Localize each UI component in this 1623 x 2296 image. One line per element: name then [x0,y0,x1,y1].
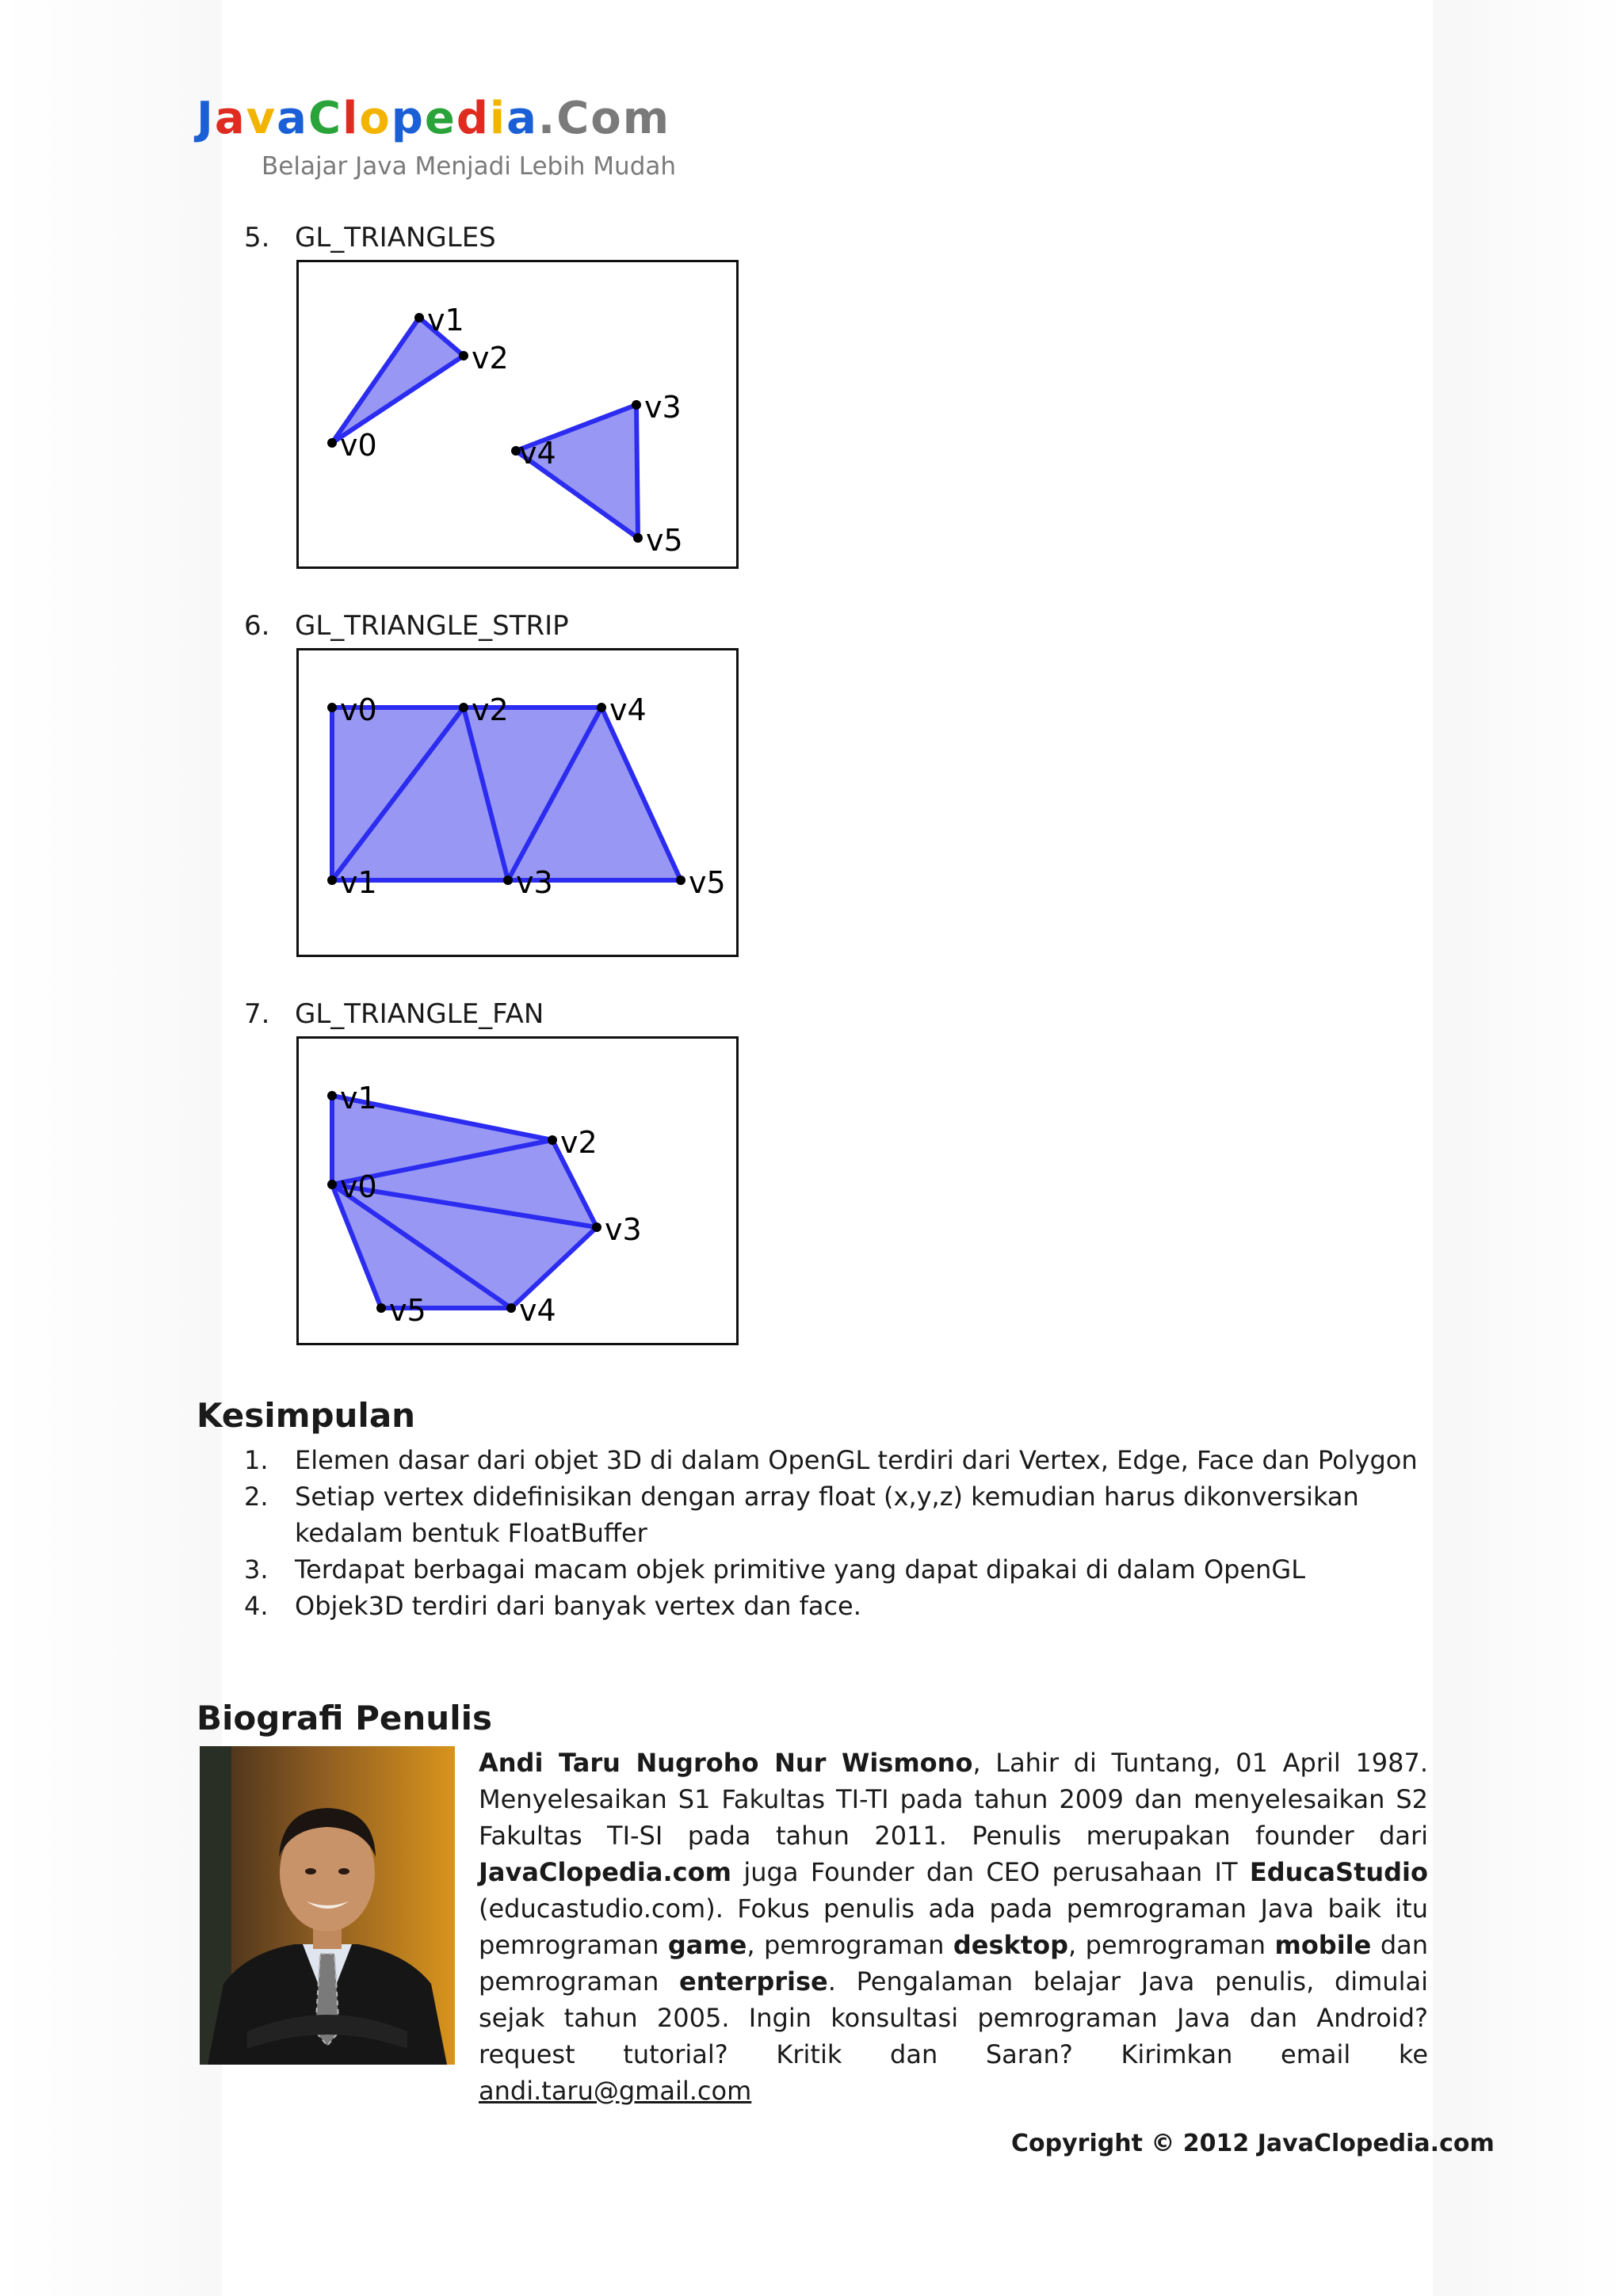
logo-letter: J [197,93,215,144]
vertex-point [632,400,641,410]
conclusion-heading: Kesimpulan [197,1396,416,1435]
primitive-name: GL_TRIANGLES [295,222,496,254]
vertex-label: v1 [340,1081,377,1116]
logo-letter: d [456,93,490,144]
vertex-point [503,875,513,885]
logo-letter: C [307,93,343,144]
vertex-label: v2 [472,341,509,376]
vertex-label: v1 [427,303,464,338]
list-item [244,1588,1430,1624]
vertex-label: v0 [340,692,377,727]
vertex-label: v3 [516,865,553,900]
primitive-name: GL_TRIANGLE_STRIP [295,610,569,642]
vertex-point [327,438,337,448]
vertex-point [548,1135,557,1145]
vertex-label: v0 [340,1169,377,1204]
vertex-label: v5 [389,1293,426,1328]
strip-face [332,707,681,880]
bio-text: dan pemrograman [479,1930,1429,1997]
vertex-point [597,703,606,712]
logo-letter: .Com [537,93,671,144]
logo-letter: l [342,93,360,144]
primitive-number: 6. [244,610,270,642]
vertex-point [327,1091,337,1100]
vertex-label: v2 [560,1125,598,1160]
primitive-title-triangle-strip [244,610,569,642]
bio-text: , Lahir di Tuntang, 01 April 1987. Menyelesaikan S1 Fakultas TI-TI pada tahun 2009 dan menyelesaikan S2 Fakultas TI-SI pada tahun 2011. Penulis merupakan founder dari [479,1748,1429,1851]
logo-letter: a [506,93,538,144]
list-item [244,1478,1430,1551]
logo-letter: o [359,93,391,144]
keyword-mobile: mobile [1274,1930,1372,1960]
vertex-point [327,1180,337,1189]
keyword-enterprise: enterprise [679,1966,828,1997]
primitive-title-triangle-fan [244,998,544,1030]
vertex-point [327,875,337,885]
list-item [244,1442,1430,1478]
vertex-point [676,875,685,885]
vertex-point [592,1222,601,1232]
vertex-label: v4 [519,1293,556,1328]
site-tagline: Belajar Java Menjadi Lebih Mudah [262,152,677,181]
vertex-label: v4 [609,692,647,727]
bio-text: juga Founder dan CEO perusahaan IT [731,1857,1250,1887]
diagram-gl-triangles-svg [299,262,736,566]
logo-letter: e [424,93,456,144]
vertex-label: v1 [340,865,377,900]
site-logo[interactable] [197,93,671,144]
author-photo [200,1746,455,2065]
vertex-point [459,351,468,360]
diagram-gl-triangles [296,260,739,569]
bio-text: (educastudio.com). Fokus penulis ada pada pemrograman Java baik itu pemrograman [479,1894,1428,1960]
author-name: Andi Taru Nugroho Nur Wismono [479,1748,973,1778]
bio-heading: Biografi Penulis [197,1699,492,1737]
vertex-point [506,1303,516,1313]
primitive-number: 7. [244,998,270,1030]
list-number: 1. [244,1445,269,1475]
author-biography [479,1745,1428,2109]
logo-letter: a [214,93,246,144]
keyword-game: game [667,1930,747,1960]
logo-letter: i [489,93,507,144]
list-number: 2. [244,1482,269,1512]
vertex-point [414,313,424,322]
vertex-label: v2 [472,692,509,727]
vertex-label: v5 [646,523,683,558]
logo-letter: v [246,93,277,144]
list-number: 3. [244,1554,269,1585]
bio-text: , pemrograman [747,1930,953,1960]
diagram-gl-triangle-fan [296,1036,739,1345]
vertex-point [376,1303,386,1313]
page-shade-right [1433,0,1623,2296]
primitive-title-triangles [244,222,496,254]
diagram-gl-triangle-strip [296,648,739,957]
vertex-point [633,533,643,543]
vertex-label: v3 [605,1212,642,1247]
vertex-label: v3 [644,390,682,425]
page-shade-left [0,0,222,2296]
keyword-desktop: desktop [953,1930,1068,1960]
copyright-notice: Copyright © 2012 JavaClopedia.com [1011,2130,1495,2157]
logo-letter: a [277,93,308,144]
primitive-number: 5. [244,222,270,254]
author-photo-illustration [200,1746,455,2065]
company-name: EducaStudio [1249,1857,1428,1887]
list-text: Setiap vertex didefinisikan dengan array float (x,y,z) kemudian harus dikonversikan kedalam bentuk FloatBuffer [295,1482,1359,1548]
vertex-point [459,703,468,712]
triangle-face [516,405,638,538]
list-number: 4. [244,1591,269,1621]
conclusion-list [244,1442,1430,1624]
vertex-label: v0 [340,428,377,463]
bio-text: , pemrograman [1067,1930,1275,1960]
diagram-gl-triangle-fan-svg [299,1039,736,1343]
list-text: Elemen dasar dari objet 3D di dalam OpenGL terdiri dari Vertex, Edge, Face dan Polygon [295,1445,1418,1475]
vertex-label: v5 [689,865,726,900]
primitive-name: GL_TRIANGLE_FAN [295,998,544,1030]
bio-text: . Pengalaman belajar Java penulis, dimulai sejak tahun 2005. Ingin konsultasi pemrograman Java dan Android? request tutorial? Kritik dan Saran? Kirimkan email ke [479,1966,1428,2069]
vertex-point [327,703,337,712]
diagram-gl-triangle-strip-svg [299,650,736,955]
email-link[interactable]: andi.taru@gmail.com [479,2076,752,2106]
site-name: JavaClopedia.com [479,1857,731,1887]
vertex-label: v4 [519,436,556,471]
list-text: Terdapat berbagai macam objek primitive yang dapat dipakai di dalam OpenGL [295,1554,1306,1585]
list-item [244,1551,1430,1588]
logo-letter: p [391,93,425,144]
list-text: Objek3D terdiri dari banyak vertex dan face. [295,1591,861,1621]
